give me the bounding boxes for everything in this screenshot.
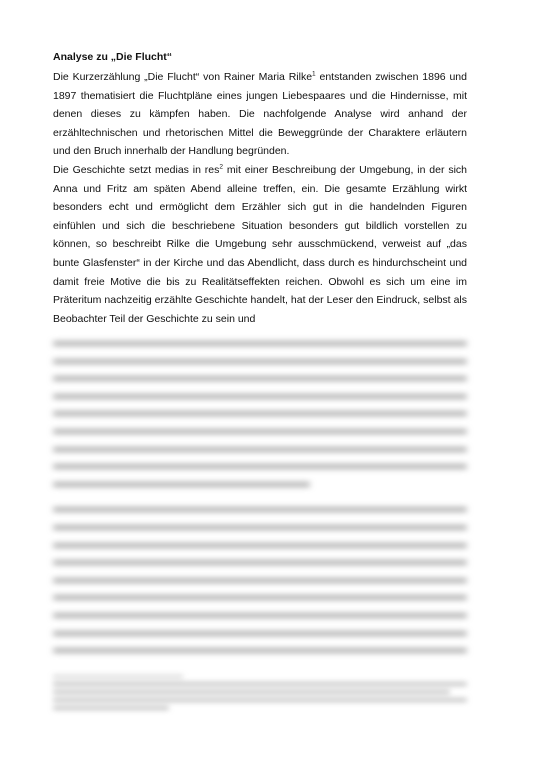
- footnote-ref-2: 2: [219, 163, 224, 171]
- paragraph-2-text-start: Die Geschichte setzt medias in res: [53, 163, 220, 176]
- blurred-footnotes: [53, 676, 467, 715]
- paragraph-1: [53, 68, 467, 161]
- document-title: Analyse zu „Die Flucht“: [53, 51, 173, 63]
- paragraph-1-text-start: Die Kurzerzählung „Die Flucht“ von Rainer Maria Rilke: [53, 71, 313, 83]
- paragraph-1-text-end: entstanden zwischen 1896 und 1897 thematisiert die Fluchtpläne eines jungen Liebespaares und die Hindernisse, mit denen dieses zu kämpfen haben. Die nachfolgende Analyse wird anhand der erzähltechnischen und rhetorischen Mittel die Beweggründe der Charaktere erläutern und den Bruch innerhalb der Handlung begründen.: [53, 71, 467, 158]
- blurred-text-region: [53, 342, 467, 667]
- paragraph-2: [53, 161, 467, 328]
- paragraph-2-text-end: mit einer Beschreibung der Umgebung, in der sich Anna und Fritz am späten Abend alleine treffen, ein. Die gesamte Erzählung wirkt besonders echt und ermöglicht dem Erzähler sich gut in die handelnden Figuren einfühlen und sich die beschriebene Situation besonders gut bildlich vorstellen zu können, so beschreibt Rilke die Umgebung sehr ausschmückend, verweist auf „das bunte Glasfenster“ in der Kirche und das Abendlicht, dass durch es hindurchscheint und damit freie Motive die bis zu Realitätseffekten reichen. Obwohl es sich um eine im Präteritum nachzeitig erzählte Geschichte handelt, hat der Leser den Eindruck, selbst als Beobachter Teil der Geschichte zu sein und: [53, 163, 468, 325]
- document-page: [53, 48, 467, 328]
- footnote-ref-1: 1: [312, 70, 316, 78]
